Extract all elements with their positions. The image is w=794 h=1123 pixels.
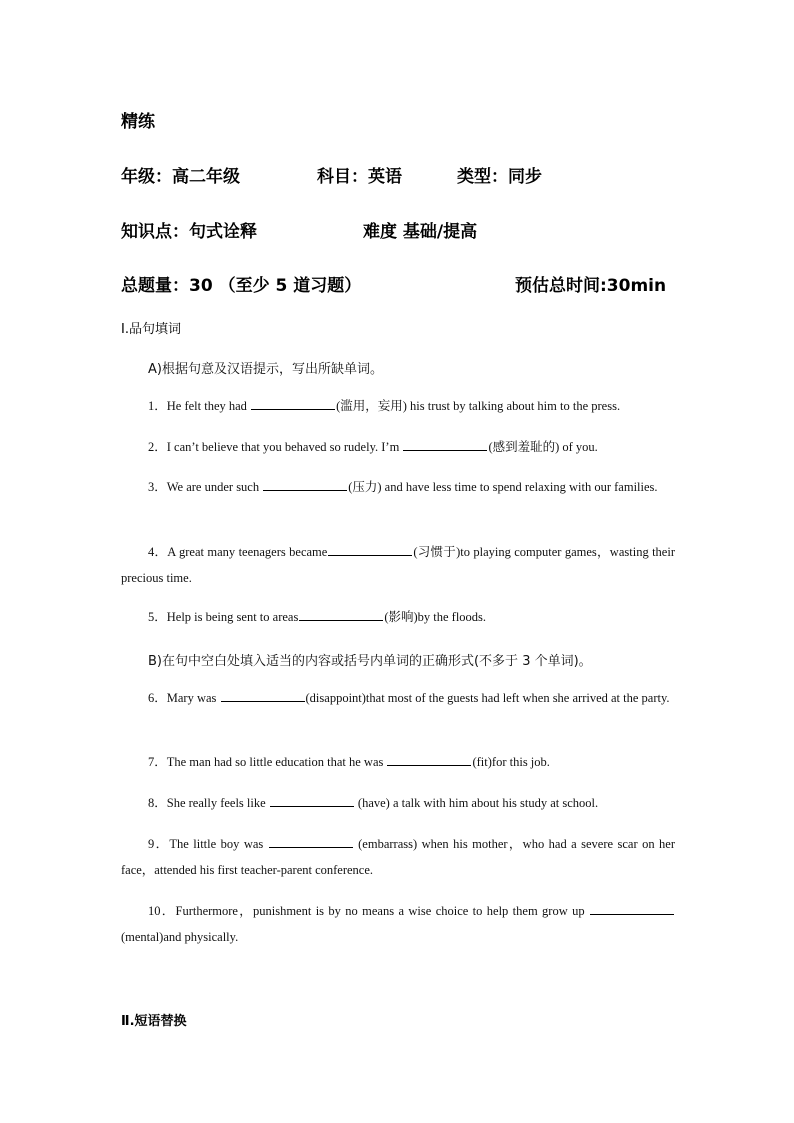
meta-row-2 xyxy=(121,217,681,241)
question-item xyxy=(121,539,675,591)
question-item xyxy=(121,604,675,630)
question-text: (fit)for this job. xyxy=(472,755,550,769)
section-2-heading: Ⅱ.短语替换 xyxy=(121,1014,187,1029)
question-text: (影响)by the floods. xyxy=(384,610,487,624)
answer-blank xyxy=(269,834,353,848)
part-b-instruction: B)在句中空白处填入适当的内容或括号内单词的正确形式(不多于 3 个单词)。 xyxy=(148,654,592,669)
type-label: 类型：同步 xyxy=(457,167,542,187)
question-item xyxy=(121,393,675,419)
question-text: (have) a talk with him about his study at school. xyxy=(354,796,599,810)
question-text: (embarrass) when his mother，who had a severe scar on her face，attended his first teacher-parent conference. xyxy=(121,837,675,877)
answer-blank xyxy=(328,542,412,556)
doc-title: 精练 xyxy=(121,112,155,132)
question-text: 6．Mary was xyxy=(148,691,220,705)
question-item xyxy=(121,474,675,500)
time-label: 预估总时间:30min xyxy=(515,276,667,296)
answer-blank xyxy=(221,688,305,702)
meta-row-1 xyxy=(121,162,681,186)
question-text: (习惯于)to playing computer games，wasting their precious time. xyxy=(121,545,675,585)
answer-blank xyxy=(251,396,335,410)
question-text: (disappoint)that most of the guests had left when she arrived at the party. xyxy=(305,691,670,705)
question-text: 5．Help is being sent to areas xyxy=(148,610,299,624)
question-text: 2．I can’t believe that you behaved so rudely. I’m xyxy=(148,440,403,454)
total-label: 总题量：30 （至少 5 道习题） xyxy=(121,276,362,296)
answer-blank xyxy=(263,477,347,491)
question-text: 1．He felt they had xyxy=(148,399,251,413)
answer-blank xyxy=(387,752,471,766)
difficulty-label: 难度 基础/提高 xyxy=(363,222,478,242)
question-item xyxy=(121,434,675,460)
knowledge-label: 知识点：句式诠释 xyxy=(121,222,257,242)
question-item xyxy=(121,898,675,950)
question-text: 9．The little boy was xyxy=(148,837,268,851)
meta-row-3 xyxy=(121,271,681,295)
part-a-instruction: A)根据句意及汉语提示，写出所缺单词。 xyxy=(148,362,383,377)
answer-blank xyxy=(270,793,354,807)
question-item xyxy=(121,790,675,816)
question-text: 4．A great many teenagers became xyxy=(148,545,328,559)
section-1-heading: Ⅰ.品句填词 xyxy=(121,322,181,337)
question-text: (mental)and physically. xyxy=(121,930,239,944)
answer-blank xyxy=(590,901,674,915)
question-text: (滥用，妄用) his trust by talking about him to the press. xyxy=(336,399,621,413)
question-text: (感到羞耻的) of you. xyxy=(488,440,598,454)
question-text: 7．The man had so little education that he was xyxy=(148,755,387,769)
answer-blank xyxy=(299,607,383,621)
question-text: (压力) and have less time to spend relaxing with our families. xyxy=(348,480,658,494)
grade-label: 年级：高二年级 xyxy=(121,167,240,187)
answer-blank xyxy=(403,437,487,451)
question-item xyxy=(121,749,675,775)
question-text: 10．Furthermore，punishment is by no means a wise choice to help them grow up xyxy=(148,904,589,918)
question-item xyxy=(121,685,675,711)
question-item xyxy=(121,831,675,883)
question-text: 3．We are under such xyxy=(148,480,263,494)
subject-label: 科目：英语 xyxy=(317,167,402,187)
question-text: 8．She really feels like xyxy=(148,796,269,810)
